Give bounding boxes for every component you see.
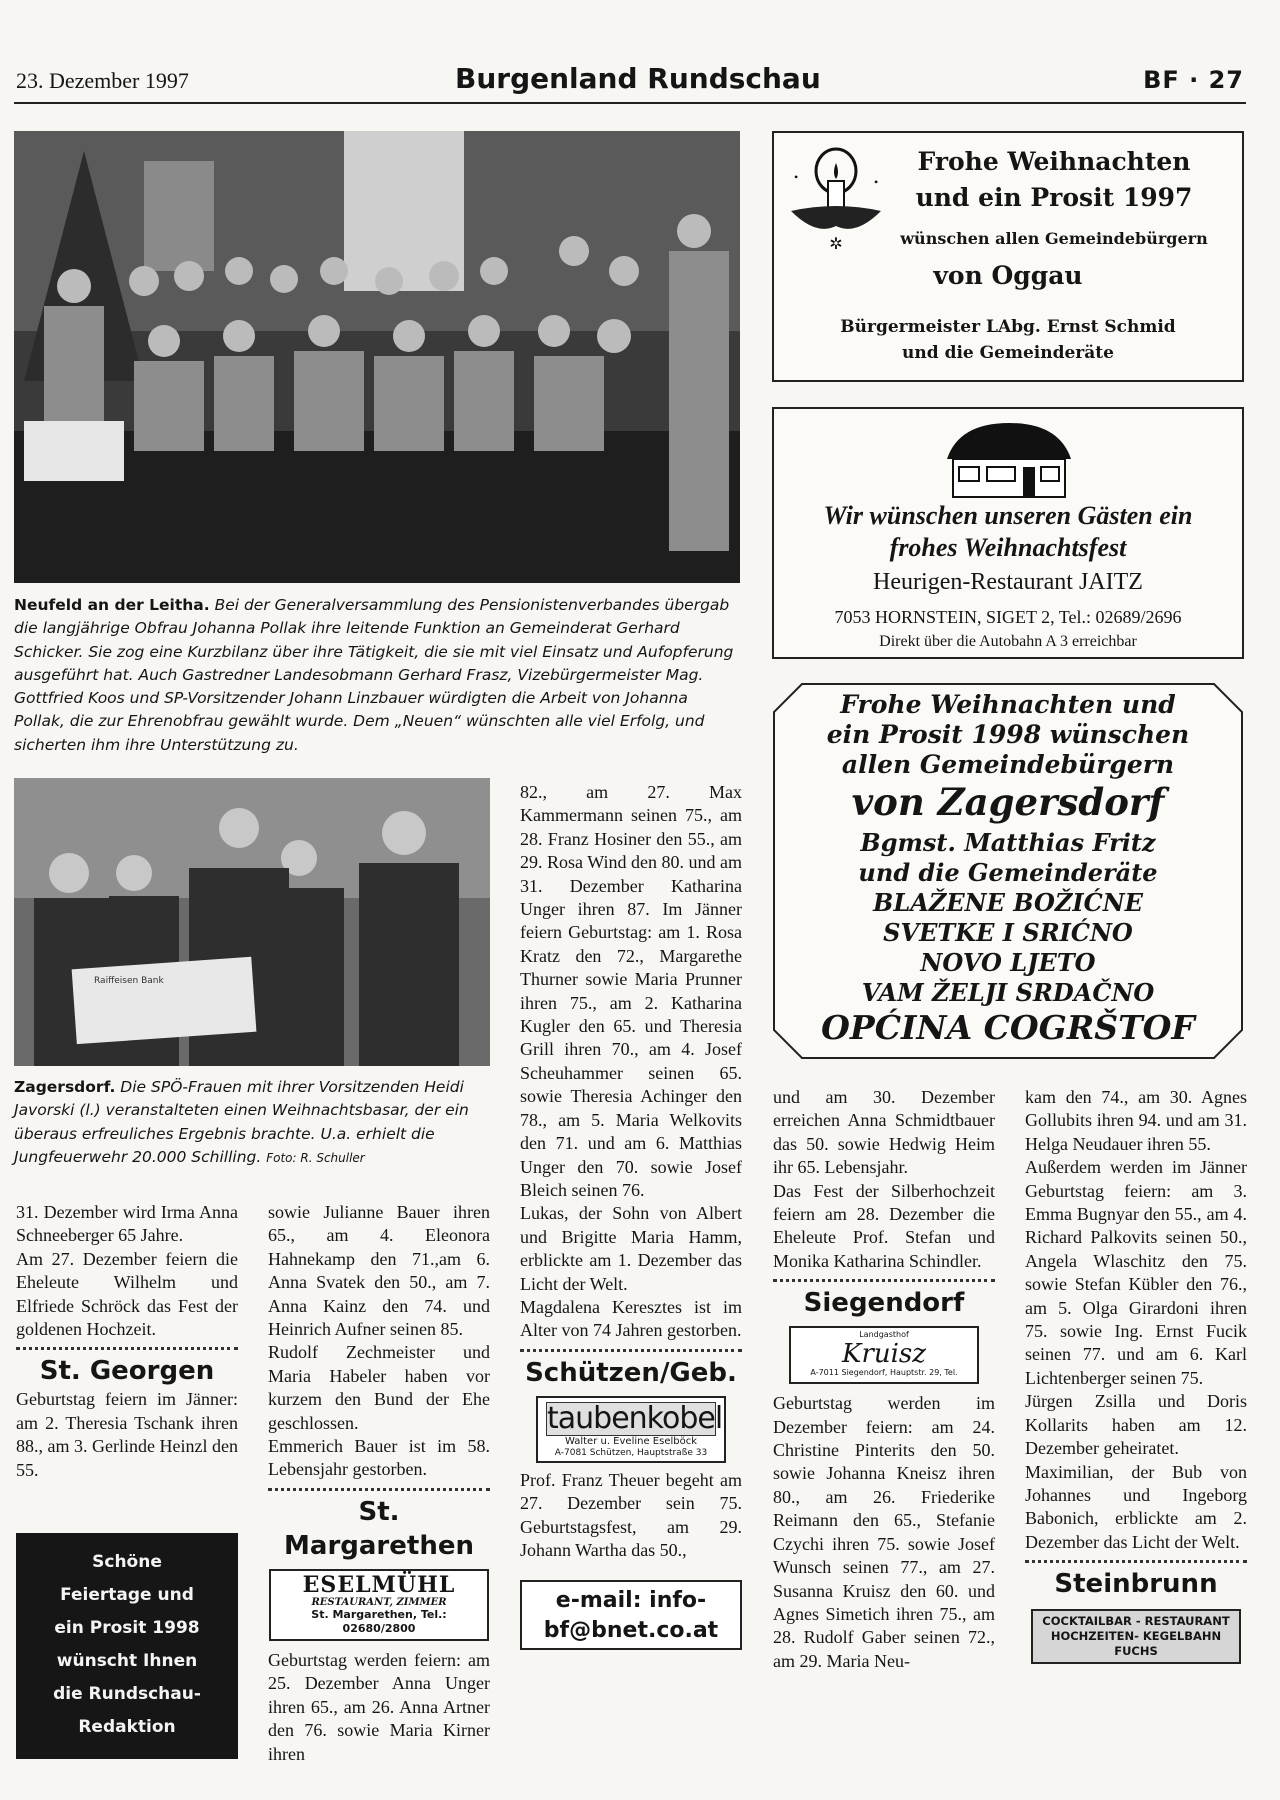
- article-text: Rudolf Zechmeister und Maria Habeler haben vor kurzem den Bund der Ehe geschlossen.: [268, 1342, 490, 1433]
- dotted-divider: [520, 1349, 742, 1352]
- logo-name: Kruisz: [842, 1339, 926, 1370]
- article-text: 82., am 27. Max Kammermann seinen 75., am 28. Franz Hosiner den 55., am 29. Rosa Wind den 80. und am 31. Dezember Katharina Unger ihren 87. Im Jänner feiern Geburtstag: am 1. Rosa Kratz den 72., Margarethe Thurner sowie Maria Prunner ihren 75., am 2. Katharina Kugler den 65. und Theresia Grill ihren 70., am 4. Josef Scheuhammer seinen 65. sowie Theresia Achinger den 78., am 5. Maria Welkovits den 71. und am 6. Matthias Unger den 70. sowie Josef Bleich seinen 76.: [520, 782, 742, 1200]
- ad-zag-line1: Frohe Weihnachten und: [840, 690, 1176, 719]
- logo-address: A-7011 Siegendorf, Hauptstr. 29, Tel.: [810, 1368, 958, 1378]
- ad-oggau-line1: Frohe Weihnachten: [917, 147, 1191, 176]
- page-number: BF · 27: [1143, 66, 1244, 94]
- article-text: sowie Julianne Bauer ihren 65., am 4. Eleonora Hahnekamp den 71.,am 6. Anna Svatek den 50., am 7. Anna Kainz den 74. und Heinrich Aufner seinen 85.: [268, 1202, 490, 1340]
- article-text: Magdalena Keresztes ist im Alter von 74 Jahren gestorben.: [520, 1296, 742, 1341]
- logo-name: ESELMÜHL: [302, 1571, 456, 1598]
- article-text: Am 27. Dezember feiern die Eheleute Wilhelm und Elfriede Schröck das Fest der goldenen Hochzeit.: [16, 1248, 238, 1340]
- ad-oggau-line2: und ein Prosit 1997: [915, 183, 1193, 212]
- article-text: Maximilian, der Bub von Johannes und Ingeborg Babonich, erblickte am 2. Dezember das Licht der Welt.: [1025, 1461, 1247, 1552]
- check-handover-image: [14, 778, 490, 1066]
- greeting-line: Feiertage und: [60, 1585, 194, 1605]
- logo-line: HOCHZEITEN- KEGELBAHN: [1050, 1629, 1222, 1644]
- article-text: Geburtstag werden feiern: am 25. Dezember Anna Unger ihren 65., am 26. Anna Artner den 76. sowie Maria Kirner ihren: [268, 1649, 490, 1764]
- logo-eselmuehl: [269, 1569, 489, 1641]
- photo2-caption: [14, 1076, 492, 1170]
- logo-name: taubenkobel: [547, 1400, 723, 1436]
- article-text: Lukas, der Sohn von Albert und Brigitte Maria Hamm, erblickte am 1. Dezember das Licht der Welt.: [520, 1203, 742, 1294]
- newspaper-title: Burgenland Rundschau: [455, 62, 821, 95]
- ad-zag-line3: allen Gemeindebürgern: [841, 750, 1175, 779]
- article-text: Das Fest der Silberhochzeit feiern am 28. Dezember die Eheleute Prof. Stefan und Monika Katharina Schindler.: [773, 1180, 995, 1271]
- dotted-divider: [268, 1488, 490, 1491]
- dotted-divider: [16, 1347, 238, 1350]
- greeting-line: wünscht Ihnen: [56, 1651, 198, 1671]
- ad-oggau-line6: und die Gemeinderäte: [902, 343, 1114, 363]
- rundschau-greeting-box: [16, 1533, 238, 1759]
- greeting-line: die Rundschau-: [53, 1684, 201, 1704]
- header-divider: [14, 102, 1246, 104]
- ad-zagersdorf: [772, 682, 1244, 1060]
- candle-wreath-icon: [786, 141, 886, 251]
- svg-text:✲: ✲: [829, 236, 843, 251]
- article-column-1: [16, 1201, 238, 1482]
- logo-kruisz: [789, 1326, 979, 1384]
- photo1-caption: [14, 594, 742, 757]
- section-heading-st-margarethen: St. Margarethen: [284, 1496, 474, 1561]
- ad-zag-line9: NOVO LJETO: [920, 948, 1096, 977]
- article-text: Geburtstag werden im Dezember feiern: am 24. Christine Pinterits den 50. sowie Johanna Kneisz ihren 80., am 26. Friederike Reimann den 65., Stefanie Czychi ihren 75. sowie Josef Wunsch seinen 77., am 27. Susanna Kruisz den 60. und Agnes Simetich ihren 75., am 28. Rudolf Gaber seinen 72., am 29. Maria Neu-: [773, 1393, 995, 1671]
- ad-zag-line2: ein Prosit 1998 wünschen: [826, 720, 1190, 749]
- greeting-line: Schöne: [92, 1552, 162, 1572]
- article-text: kam den 74., am 30. Agnes Gollubits ihren 94. und am 31. Helga Neudauer ihren 55.: [1025, 1087, 1247, 1154]
- logo-line: COCKTAILBAR - RESTAURANT: [1042, 1614, 1230, 1629]
- logo-address: A-7081 Schützen, Hauptstraße 33: [554, 1447, 708, 1458]
- ad-jaitz: [772, 407, 1244, 659]
- ad-jaitz-line1: Wir wünschen unseren Gästen ein: [823, 501, 1193, 530]
- caption-place: Zagersdorf.: [14, 1078, 116, 1096]
- article-text: Prof. Franz Theuer begeht am 27. Dezember sein 75. Geburtstagsfest, am 29. Johann Wartha das 50.,: [520, 1469, 742, 1560]
- article-column-2: [268, 1201, 490, 1766]
- greeting-line: Redaktion: [78, 1717, 176, 1737]
- photo-pension-assembly: [14, 131, 740, 583]
- ad-jaitz-line2: frohes Weihnachtsfest: [889, 533, 1127, 562]
- email-box: [520, 1580, 742, 1650]
- svg-text:•: •: [874, 175, 879, 189]
- caption-text: Die SPÖ-Frauen mit ihrer Vorsitzenden Heidi Javorski (l.) veranstalteten einen Weihnachtsbasar, der ein überaus erfreuliches Ergebnis brachte. U.a. erhielt die Jungfeuerwehr 20.000 Schilling.: [14, 1078, 469, 1166]
- ad-jaitz-line5: Direkt über die Autobahn A 3 erreichbar: [879, 633, 1137, 650]
- dotted-divider: [773, 1279, 995, 1282]
- article-column-3: [773, 1086, 995, 1673]
- logo-taubenkobel: [536, 1396, 726, 1463]
- article-text: Außerdem werden im Jänner Geburtstag feiern: am 3. Emma Bugnyar den 55., am 4. Richard Palkovits seinen 50., Angela Wlaschitz den 75. sowie Stefan Kübler den 76., am 5. Olga Girardoni ihren 75. sowie Ing. Ernst Fucik seinen 77. und am 6. Karl Lichtenberger seinen 75.: [1025, 1157, 1247, 1388]
- issue-date: 23. Dezember 1997: [16, 68, 189, 93]
- article-text: und am 30. Dezember erreichen Anna Schmidtbauer das 50. sowie Hedwig Heim ihr 65. Lebensjahr.: [773, 1087, 995, 1178]
- section-heading-siegendorf: Siegendorf: [803, 1288, 965, 1319]
- logo-owner: Walter u. Eveline Eselböck: [564, 1435, 698, 1447]
- caption-text: Bei der Generalversammlung des Pensionistenverbandes übergab die langjährige Obfrau Johanna Pollak ihre leitende Funktion an Gemeinderat Gerhard Schicker. Sie zog eine Kurzbilanz über ihre Tätigkeit, die sie mit viel Einsatz und Aufopferung ausgeführt hat. Auch Gastredner Landesobmann Gerhard Frasz, Vizebürgermeister Mag. Gottfried Koos und SP-Vorsitzender Johann Linzbauer würdigten die Arbeit von Johanna Pollak, die zur Ehrenobfrau gewählt wurde. Dem „Neuen“ wünschten alle viel Erfolg, und sicherten ihm ihre Unterstützung zu.: [14, 596, 734, 754]
- article-text: Emmerich Bauer ist im 58. Lebensjahr gestorben.: [268, 1436, 490, 1480]
- article-text: Jürgen Zsilla und Doris Kollarits haben am 12. Dezember geheiratet.: [1025, 1391, 1247, 1459]
- ad-jaitz-line3: Heurigen-Restaurant JAITZ: [873, 569, 1143, 595]
- ad-zag-line7: BLAŽENE BOŽIĆNE: [873, 888, 1143, 917]
- article-text: 31. Dezember wird Irma Anna Schneeberger 65 Jahre.: [16, 1202, 238, 1246]
- logo-top: Landgasthof: [859, 1330, 909, 1340]
- greeting-line: ein Prosit 1998: [54, 1618, 200, 1638]
- svg-text:•: •: [794, 170, 799, 184]
- article-text: Geburtstag feiern im Jänner: am 2. Theresia Tschank ihren 88., am 3. Gerlinde Heinzl den 55.: [16, 1389, 238, 1480]
- article-column-4: [1025, 1086, 1247, 1664]
- ad-zag-line6: und die Gemeinderäte: [858, 858, 1158, 887]
- article-column-a: [520, 781, 742, 1650]
- section-heading-schuetzen: Schützen/Geb.: [525, 1357, 737, 1388]
- ad-zag-line8: SVETKE I SRIĆNO: [883, 918, 1133, 947]
- ad-zag-line4: von Zagersdorf: [851, 780, 1165, 824]
- photo-zagersdorf: [14, 778, 490, 1066]
- house-icon: [939, 419, 1079, 499]
- logo-line: FUCHS: [1114, 1644, 1158, 1659]
- svg-text:Raiffeisen Bank: Raiffeisen Bank: [94, 976, 164, 986]
- caption-place: Neufeld an der Leitha.: [14, 596, 210, 614]
- dotted-divider: [1025, 1560, 1247, 1563]
- ad-oggau-line3: wünschen allen Gemeindebürgern: [900, 229, 1208, 248]
- section-heading-steinbrunn: Steinbrunn: [1054, 1569, 1218, 1600]
- logo-address: St. Margarethen, Tel.: 02680/2800: [311, 1607, 447, 1635]
- ad-oggau-line4: von Oggau: [933, 261, 1083, 290]
- email-text: e-mail: info-bf@bnet.co.at: [543, 1588, 719, 1644]
- ad-jaitz-line4: 7053 HORNSTEIN, SIGET 2, Tel.: 02689/2696: [834, 607, 1182, 627]
- group-photo-image: [14, 131, 740, 583]
- section-heading-st-georgen: St. Georgen: [39, 1356, 215, 1387]
- logo-subtitle: RESTAURANT, ZIMMER: [311, 1596, 447, 1608]
- ad-oggau-line5: Bürgermeister LAbg. Ernst Schmid: [840, 317, 1176, 337]
- ad-oggau: [772, 131, 1244, 382]
- photo-credit: Foto: R. Schuller: [266, 1150, 365, 1165]
- ad-zag-line10: VAM ŽELJI SRDAČNO: [861, 978, 1155, 1007]
- ad-zag-line5: Bgmst. Matthias Fritz: [860, 828, 1156, 857]
- logo-fuchs: [1031, 1609, 1241, 1664]
- ad-zag-line11: OPĆINA COGRŠTOF: [821, 1008, 1195, 1047]
